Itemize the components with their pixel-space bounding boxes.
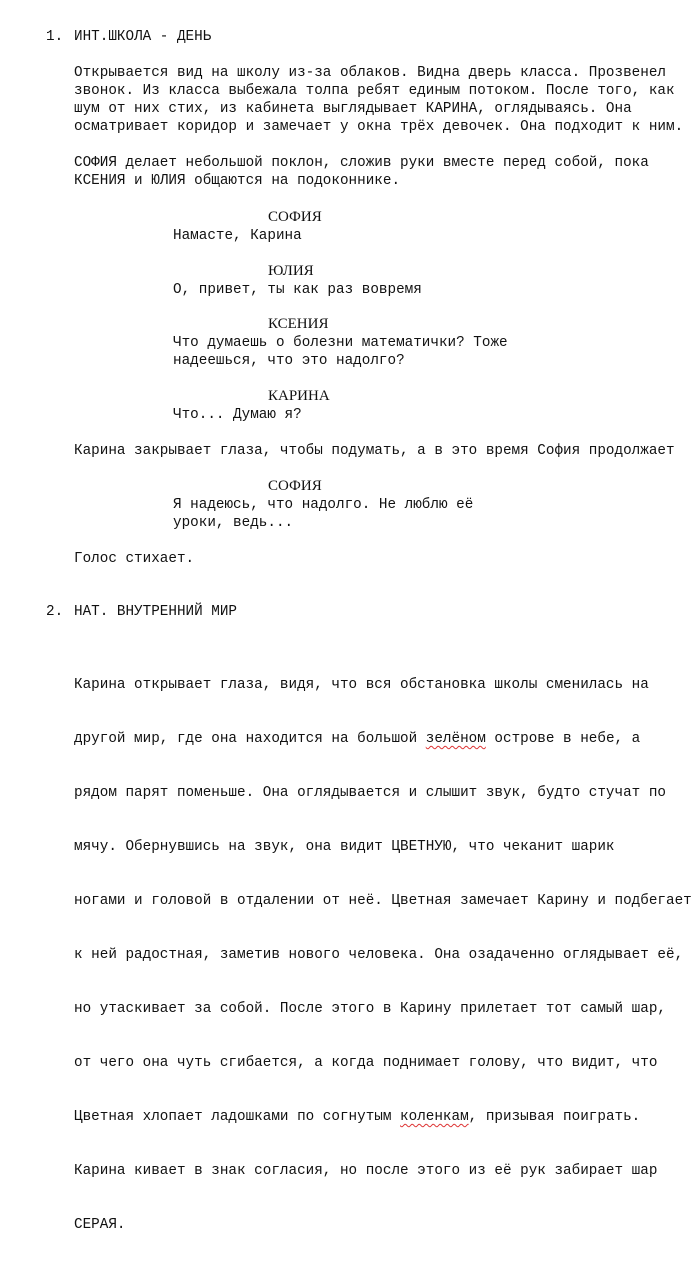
character-cue: КАРИНА (268, 388, 330, 404)
action-line (74, 784, 666, 802)
character-cue: СОФИЯ (268, 478, 322, 494)
action-line (74, 730, 654, 748)
dialogue-line: О, привет, ты как раз вовремя (173, 282, 422, 298)
action-line (74, 1054, 658, 1072)
action-line (74, 838, 654, 856)
action-line: шум от них стих, из кабинета выглядывает КАРИНА, оглядываясь. Она (74, 101, 632, 117)
text-run: Карина кивает в знак согласия, но после этого из её рук забирает шар (74, 1163, 658, 1179)
action-line (74, 1000, 666, 1018)
action-paragraph (74, 64, 684, 136)
action-line: звонок. Из класса выбежала толпа ребят единым потоком. После того, как (74, 83, 675, 99)
character-cue: СОФИЯ (268, 209, 322, 225)
character-cue: ЮЛИЯ (268, 263, 314, 279)
character-cue: КСЕНИЯ (268, 316, 329, 332)
text-run: , призывая поиграть. (468, 1109, 641, 1125)
text-run: мячу. Обернувшись на звук, она видит ЦВЕТНУЮ, что чеканит шарик (74, 839, 615, 855)
dialogue-line: уроки, ведь... (173, 515, 294, 531)
text-run: от чего она чуть сгибается, а когда поднимает голову, что видит, что (74, 1055, 658, 1071)
text-run: другой мир, где она находится на большой (74, 731, 426, 747)
dialogue-line: Что думаешь о болезни математички? Тоже (173, 335, 508, 351)
scene-heading-text: НАТ. ВНУТРЕННИЙ МИР (74, 604, 238, 620)
action-line (74, 1216, 654, 1234)
text-run: рядом парят поменьше. Она оглядывается и слышит звук, будто стучат по (74, 785, 666, 801)
text-run: Карина открывает глаза, видя, что вся обстановка школы сменилась на (74, 677, 649, 693)
action-line (74, 1162, 658, 1180)
action-line (74, 946, 684, 964)
dialogue-line: Что... Думаю я? (173, 407, 302, 423)
action-line: Карина закрывает глаза, чтобы подумать, а в это время София продолжает (74, 443, 675, 459)
action-line: СОФИЯ делает небольшой поклон, сложив руки вместе перед собой, пока (74, 155, 649, 171)
scene-number: 2. (46, 604, 64, 620)
dialogue-line: надеешься, что это надолго? (173, 353, 405, 369)
scene-number: 1. (46, 29, 64, 45)
text-run: острове в небе, а (485, 731, 641, 747)
action-paragraph (74, 154, 654, 190)
spellcheck-word[interactable]: зелёном (425, 731, 486, 747)
action-line (74, 892, 692, 910)
action-line: Открывается вид на школу из-за облаков. Видна дверь класса. Прозвенел (74, 65, 666, 81)
text-run: Цветная хлопает ладошками по согнутым (74, 1109, 401, 1125)
action-line: КСЕНИЯ и ЮЛИЯ общаются на подоконнике. (74, 173, 401, 189)
text-run: к ней радостная, заметив нового человека. Она озадаченно оглядывает её, (74, 947, 684, 963)
dialogue-line: Намасте, Карина (173, 228, 302, 244)
dialogue-line: Я надеюсь, что надолго. Не люблю её (173, 497, 474, 513)
action-line (74, 676, 654, 694)
action-line: осматривает коридор и замечает у окна трёх девочек. Она подходит к ним. (74, 119, 684, 135)
action-line (74, 1108, 654, 1126)
text-run: СЕРАЯ. (74, 1217, 126, 1233)
scene-heading-1 (46, 28, 211, 46)
text-run: но утаскивает за собой. После этого в Карину прилетает тот самый шар, (74, 1001, 666, 1017)
spellcheck-word[interactable]: коленкам (400, 1109, 469, 1125)
scene-heading-text: ИНТ.ШКОЛА - ДЕНЬ (74, 29, 212, 45)
text-run: ногами и головой в отдалении от неё. Цветная замечает Карину и подбегает (74, 893, 692, 909)
action-paragraph (74, 640, 692, 1270)
scene-heading-2 (46, 603, 237, 621)
action-line: Голос стихает. (74, 551, 195, 567)
